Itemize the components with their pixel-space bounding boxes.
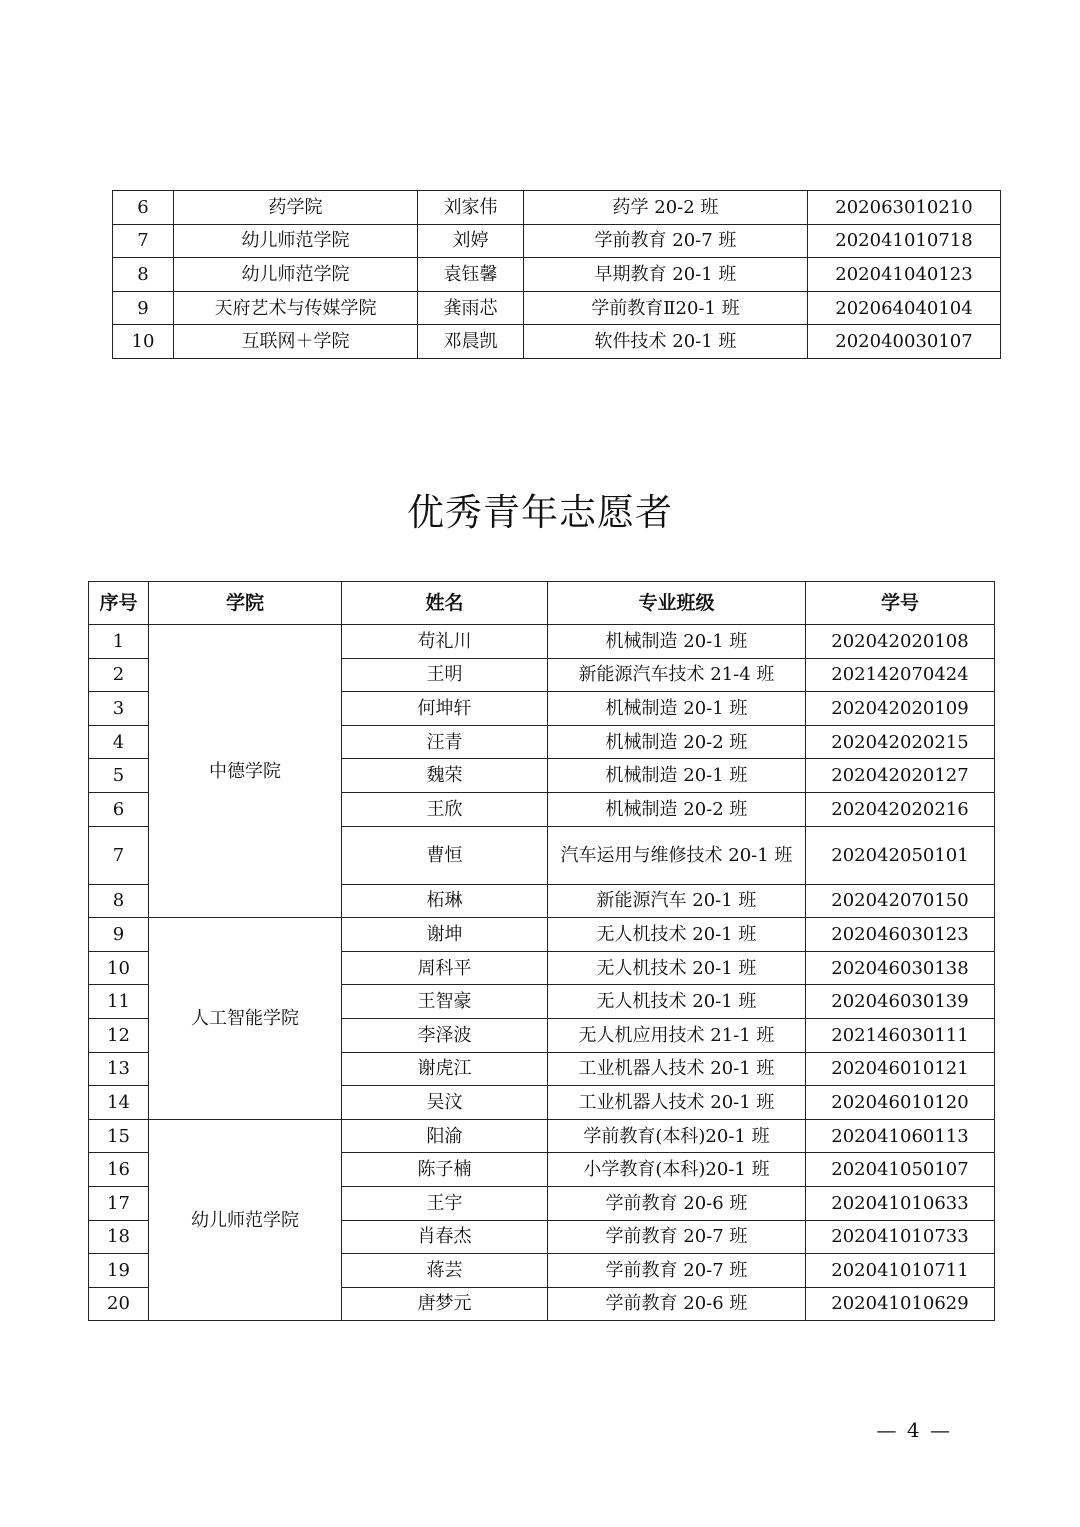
table-row bbox=[113, 291, 1001, 325]
section-title: 优秀青年志愿者 bbox=[407, 491, 673, 534]
name-cell: 邓晨凯 bbox=[418, 325, 524, 359]
class-cell: 无人机技术 20-1 班 bbox=[548, 918, 806, 952]
row-number: 10 bbox=[89, 951, 149, 985]
name-cell: 刘家伟 bbox=[418, 191, 524, 225]
row-number: 15 bbox=[89, 1119, 149, 1153]
row-number: 20 bbox=[89, 1287, 149, 1321]
table-row bbox=[113, 325, 1001, 359]
table-row bbox=[113, 191, 1001, 225]
student-id-cell: 202042020108 bbox=[806, 625, 995, 659]
row-number: 8 bbox=[113, 258, 174, 292]
class-cell: 机械制造 20-1 班 bbox=[548, 759, 806, 793]
name-cell: 刘婷 bbox=[418, 224, 524, 258]
college-cell: 互联网＋学院 bbox=[174, 325, 418, 359]
class-cell: 无人机技术 20-1 班 bbox=[548, 985, 806, 1019]
student-id-cell: 202042070150 bbox=[806, 884, 995, 918]
class-cell: 学前教育 20-7 班 bbox=[548, 1254, 806, 1288]
row-number: 12 bbox=[89, 1018, 149, 1052]
row-number: 9 bbox=[89, 918, 149, 952]
row-number: 8 bbox=[89, 884, 149, 918]
table-row bbox=[113, 224, 1001, 258]
student-id-cell: 202040030107 bbox=[808, 325, 1001, 359]
class-cell: 新能源汽车 20-1 班 bbox=[548, 884, 806, 918]
student-id-cell: 202142070424 bbox=[806, 658, 995, 692]
row-number: 1 bbox=[89, 625, 149, 659]
class-cell: 早期教育 20-1 班 bbox=[524, 258, 808, 292]
name-cell: 周科平 bbox=[342, 951, 548, 985]
row-number: 16 bbox=[89, 1153, 149, 1187]
student-id-cell: 202063010210 bbox=[808, 191, 1001, 225]
row-number: 10 bbox=[113, 325, 174, 359]
row-number: 9 bbox=[113, 291, 174, 325]
student-id-cell: 202041040123 bbox=[808, 258, 1001, 292]
table-header-row bbox=[89, 582, 995, 625]
row-number: 14 bbox=[89, 1086, 149, 1120]
name-cell: 汪青 bbox=[342, 725, 548, 759]
class-cell: 机械制造 20-1 班 bbox=[548, 625, 806, 659]
name-cell: 王宇 bbox=[342, 1186, 548, 1220]
name-cell: 王明 bbox=[342, 658, 548, 692]
name-cell: 何坤轩 bbox=[342, 692, 548, 726]
header-class: 专业班级 bbox=[548, 582, 806, 625]
row-number: 2 bbox=[89, 658, 149, 692]
row-number: 13 bbox=[89, 1052, 149, 1086]
student-id-cell: 202041010629 bbox=[806, 1287, 995, 1321]
class-cell: 学前教育 20-6 班 bbox=[548, 1287, 806, 1321]
volunteer-table-body bbox=[89, 625, 995, 1321]
student-id-cell: 202046010121 bbox=[806, 1052, 995, 1086]
class-cell: 学前教育 20-7 班 bbox=[548, 1220, 806, 1254]
class-cell: 无人机应用技术 21-1 班 bbox=[548, 1018, 806, 1052]
student-id-cell: 202046030138 bbox=[806, 951, 995, 985]
class-cell: 工业机器人技术 20-1 班 bbox=[548, 1052, 806, 1086]
table-row bbox=[89, 918, 995, 952]
row-number: 4 bbox=[89, 725, 149, 759]
table-row bbox=[113, 258, 1001, 292]
table-row bbox=[89, 625, 995, 659]
class-cell: 学前教育 20-7 班 bbox=[524, 224, 808, 258]
class-cell: 工业机器人技术 20-1 班 bbox=[548, 1086, 806, 1120]
header-no: 序号 bbox=[89, 582, 149, 625]
student-id-cell: 202041010633 bbox=[806, 1186, 995, 1220]
previous-list-body bbox=[113, 191, 1001, 359]
college-cell: 人工智能学院 bbox=[149, 918, 342, 1120]
row-number: 7 bbox=[89, 826, 149, 884]
student-id-cell: 202041010711 bbox=[806, 1254, 995, 1288]
class-cell: 学前教育(本科)20-1 班 bbox=[548, 1119, 806, 1153]
name-cell: 王欣 bbox=[342, 792, 548, 826]
name-cell: 陈子楠 bbox=[342, 1153, 548, 1187]
student-id-cell: 202046010120 bbox=[806, 1086, 995, 1120]
name-cell: 李泽波 bbox=[342, 1018, 548, 1052]
class-cell: 学前教育Ⅱ20-1 班 bbox=[524, 291, 808, 325]
name-cell: 柘琳 bbox=[342, 884, 548, 918]
student-id-cell: 202046030123 bbox=[806, 918, 995, 952]
header-name: 姓名 bbox=[342, 582, 548, 625]
college-cell: 幼儿师范学院 bbox=[174, 258, 418, 292]
class-cell: 机械制造 20-2 班 bbox=[548, 792, 806, 826]
college-cell: 幼儿师范学院 bbox=[149, 1119, 342, 1321]
student-id-cell: 202041050107 bbox=[806, 1153, 995, 1187]
row-number: 5 bbox=[89, 759, 149, 793]
student-id-cell: 202146030111 bbox=[806, 1018, 995, 1052]
student-id-cell: 202046030139 bbox=[806, 985, 995, 1019]
name-cell: 魏荣 bbox=[342, 759, 548, 793]
college-cell: 天府艺术与传媒学院 bbox=[174, 291, 418, 325]
row-number: 19 bbox=[89, 1254, 149, 1288]
student-id-cell: 202042050101 bbox=[806, 826, 995, 884]
class-cell: 无人机技术 20-1 班 bbox=[548, 951, 806, 985]
row-number: 6 bbox=[89, 792, 149, 826]
row-number: 11 bbox=[89, 985, 149, 1019]
name-cell: 唐梦元 bbox=[342, 1287, 548, 1321]
header-student-id: 学号 bbox=[806, 582, 995, 625]
name-cell: 苟礼川 bbox=[342, 625, 548, 659]
student-id-cell: 202041060113 bbox=[806, 1119, 995, 1153]
header-college: 学院 bbox=[149, 582, 342, 625]
class-cell: 小学教育(本科)20-1 班 bbox=[548, 1153, 806, 1187]
name-cell: 蒋芸 bbox=[342, 1254, 548, 1288]
row-number: 3 bbox=[89, 692, 149, 726]
student-id-cell: 202042020216 bbox=[806, 792, 995, 826]
volunteer-table bbox=[88, 581, 995, 1321]
class-cell: 机械制造 20-2 班 bbox=[548, 725, 806, 759]
student-id-cell: 202064040104 bbox=[808, 291, 1001, 325]
previous-list-table bbox=[112, 190, 1001, 359]
name-cell: 曹恒 bbox=[342, 826, 548, 884]
name-cell: 阳渝 bbox=[342, 1119, 548, 1153]
class-cell: 药学 20-2 班 bbox=[524, 191, 808, 225]
table-row bbox=[89, 1119, 995, 1153]
name-cell: 谢虎江 bbox=[342, 1052, 548, 1086]
student-id-cell: 202042020127 bbox=[806, 759, 995, 793]
name-cell: 肖春杰 bbox=[342, 1220, 548, 1254]
row-number: 7 bbox=[113, 224, 174, 258]
class-cell: 学前教育 20-6 班 bbox=[548, 1186, 806, 1220]
class-cell: 汽车运用与维修技术 20-1 班 bbox=[548, 826, 806, 884]
class-cell: 机械制造 20-1 班 bbox=[548, 692, 806, 726]
student-id-cell: 202042020215 bbox=[806, 725, 995, 759]
student-id-cell: 202041010718 bbox=[808, 224, 1001, 258]
row-number: 6 bbox=[113, 191, 174, 225]
college-cell: 幼儿师范学院 bbox=[174, 224, 418, 258]
name-cell: 王智豪 bbox=[342, 985, 548, 1019]
class-cell: 软件技术 20-1 班 bbox=[524, 325, 808, 359]
row-number: 18 bbox=[89, 1220, 149, 1254]
student-id-cell: 202042020109 bbox=[806, 692, 995, 726]
row-number: 17 bbox=[89, 1186, 149, 1220]
name-cell: 吴汶 bbox=[342, 1086, 548, 1120]
class-cell: 新能源汽车技术 21-4 班 bbox=[548, 658, 806, 692]
student-id-cell: 202041010733 bbox=[806, 1220, 995, 1254]
name-cell: 袁钰馨 bbox=[418, 258, 524, 292]
name-cell: 龚雨芯 bbox=[418, 291, 524, 325]
name-cell: 谢坤 bbox=[342, 918, 548, 952]
college-cell: 药学院 bbox=[174, 191, 418, 225]
college-cell: 中德学院 bbox=[149, 625, 342, 918]
page-number: — 4 — bbox=[876, 1418, 952, 1442]
